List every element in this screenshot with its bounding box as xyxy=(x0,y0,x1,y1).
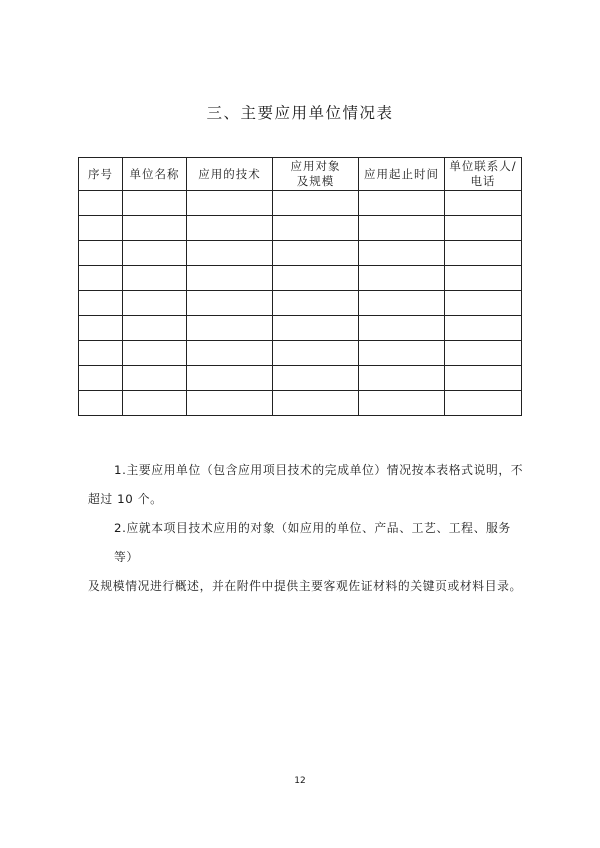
table-cell[interactable] xyxy=(123,266,187,291)
header-applied-technology: 应用的技术 xyxy=(187,158,273,191)
table-cell[interactable] xyxy=(359,191,445,216)
table-cell[interactable] xyxy=(79,266,123,291)
table-row xyxy=(79,266,522,291)
table-cell[interactable] xyxy=(187,266,273,291)
table-cell[interactable] xyxy=(359,391,445,416)
table-cell[interactable] xyxy=(123,316,187,341)
table-cell[interactable] xyxy=(79,191,123,216)
table-row xyxy=(79,391,522,416)
table-cell[interactable] xyxy=(79,216,123,241)
table-cell[interactable] xyxy=(123,241,187,266)
table-cell[interactable] xyxy=(123,291,187,316)
table-cell[interactable] xyxy=(187,391,273,416)
table-cell[interactable] xyxy=(79,291,123,316)
table-cell[interactable] xyxy=(273,291,359,316)
table-cell[interactable] xyxy=(187,291,273,316)
table-row xyxy=(79,366,522,391)
table-cell[interactable] xyxy=(445,341,522,366)
table-cell[interactable] xyxy=(359,366,445,391)
header-application-object-scale-text: 应用对象 及规模 xyxy=(290,159,341,188)
table-row xyxy=(79,316,522,341)
table-cell[interactable] xyxy=(273,341,359,366)
page-number: 12 xyxy=(294,776,306,786)
application-units-table xyxy=(78,157,522,416)
table-cell[interactable] xyxy=(359,266,445,291)
table-cell[interactable] xyxy=(359,216,445,241)
table-row xyxy=(79,241,522,266)
page-title: 三、主要应用单位情况表 xyxy=(206,104,394,122)
table-cell[interactable] xyxy=(273,366,359,391)
notes-section xyxy=(88,456,528,601)
table-cell[interactable] xyxy=(445,241,522,266)
table-cell[interactable] xyxy=(187,216,273,241)
table-cell[interactable] xyxy=(445,266,522,291)
table-cell[interactable] xyxy=(445,191,522,216)
table-row xyxy=(79,216,522,241)
table-cell[interactable] xyxy=(187,316,273,341)
header-serial-number: 序号 xyxy=(79,158,123,191)
table-cell[interactable] xyxy=(273,391,359,416)
header-application-period: 应用起止时间 xyxy=(359,158,445,191)
table-cell[interactable] xyxy=(123,341,187,366)
note-1-line-1: 1.主要应用单位（包含应用项目技术的完成单位）情况按本表格式说明，不 xyxy=(114,463,524,477)
header-contact-phone-text: 单位联系人/ 电话 xyxy=(449,159,517,188)
header-contact-phone xyxy=(445,158,522,191)
table-cell[interactable] xyxy=(273,316,359,341)
note-2-line-1: 2.应就本项目技术应用的对象（如应用的单位、产品、工艺、工程、服务等） xyxy=(114,521,511,564)
table-cell[interactable] xyxy=(187,241,273,266)
table-cell[interactable] xyxy=(445,316,522,341)
table-cell[interactable] xyxy=(123,391,187,416)
note-1-line-2: 超过 10 个。 xyxy=(88,492,163,506)
table-body xyxy=(79,191,522,416)
table-cell[interactable] xyxy=(273,241,359,266)
table-cell[interactable] xyxy=(359,241,445,266)
table-cell[interactable] xyxy=(359,291,445,316)
table-cell[interactable] xyxy=(273,191,359,216)
table-row xyxy=(79,341,522,366)
table-cell[interactable] xyxy=(123,366,187,391)
table-cell[interactable] xyxy=(79,391,123,416)
table-cell[interactable] xyxy=(79,316,123,341)
table-cell[interactable] xyxy=(445,216,522,241)
table-cell[interactable] xyxy=(79,366,123,391)
note-2-line-2: 及规模情况进行概述，并在附件中提供主要客观佐证材料的关键页或材料目录。 xyxy=(88,579,522,593)
table-row xyxy=(79,191,522,216)
table-cell[interactable] xyxy=(79,241,123,266)
table-cell[interactable] xyxy=(359,341,445,366)
table-cell[interactable] xyxy=(187,191,273,216)
table-cell[interactable] xyxy=(187,341,273,366)
table-cell[interactable] xyxy=(123,216,187,241)
table-cell[interactable] xyxy=(445,391,522,416)
table-cell[interactable] xyxy=(187,366,273,391)
table-header-row xyxy=(79,158,522,191)
header-unit-name: 单位名称 xyxy=(123,158,187,191)
table-cell[interactable] xyxy=(445,291,522,316)
table-cell[interactable] xyxy=(359,316,445,341)
header-application-object-scale xyxy=(273,158,359,191)
table-cell[interactable] xyxy=(79,341,123,366)
table-row xyxy=(79,291,522,316)
table-cell[interactable] xyxy=(445,366,522,391)
table-cell[interactable] xyxy=(273,266,359,291)
table-cell[interactable] xyxy=(123,191,187,216)
table-cell[interactable] xyxy=(273,216,359,241)
